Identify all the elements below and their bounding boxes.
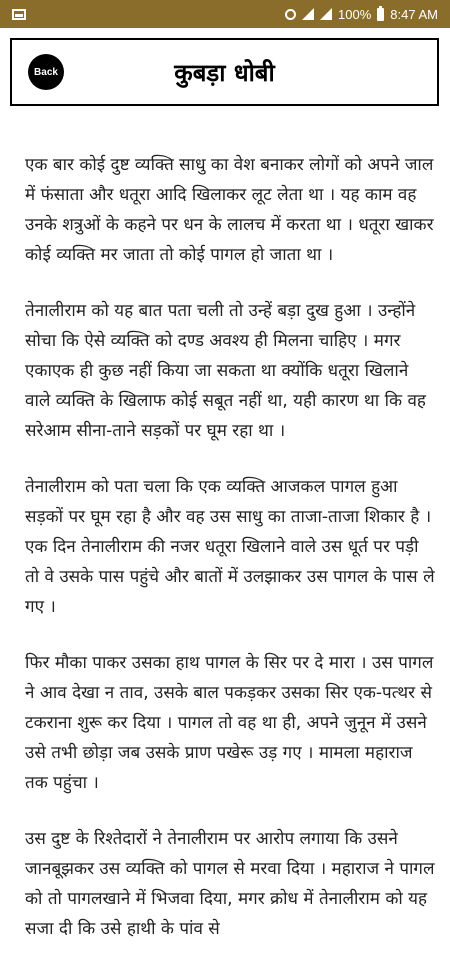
story-paragraph: फिर मौका पाकर उसका हाथ पागल के सिर पर दे मारा । उस पागल ने आव देखा न ताव, उसके बाल पकड़कर उसका सिर एक-पत्थर से टकराना शुरू कर दिया । पागल तो वह था ही, अपने जुनून में उसने उसे तभी छोड़ा जब उसके प्राण पखेरू उड़ गए । मामला महाराज तक पहुंचा । bbox=[25, 653, 434, 793]
story-paragraph: एक बार कोई दुष्ट व्यक्ति साधु का वेश बनाकर लोगों को अपने जाल में फंसाता और धतूरा आदि खिलाकर लूट लेता था । यह काम वह उनके शत्रुओं के कहने पर धन के लालच में करता था । धतूरा खाकर कोई व्यक्ति मर जाता तो कोई पागल हो जाता था । bbox=[25, 155, 434, 265]
battery-icon bbox=[377, 8, 384, 21]
page-title: कुबड़ा धोबी bbox=[174, 59, 275, 87]
notification-icon bbox=[12, 9, 26, 20]
status-time: 8:47 AM bbox=[390, 6, 438, 22]
page-header bbox=[10, 38, 439, 106]
status-bar bbox=[0, 0, 450, 28]
alarm-icon bbox=[285, 9, 296, 20]
signal-icon-2 bbox=[320, 8, 332, 20]
signal-icon bbox=[302, 8, 314, 20]
battery-percent: 100% bbox=[338, 6, 372, 22]
back-button[interactable]: Back bbox=[28, 54, 64, 90]
story-paragraph: तेनालीराम को यह बात पता चली तो उन्हें बड़ा दुख हुआ । उन्होंने सोचा कि ऐसे व्यक्ति को दण्ड अवश्य ही मिलना चाहिए । मगर एकाएक ही कुछ नहीं किया जा सकता था क्योंकि धतूरा खिलाने वाले व्यक्ति के खिलाफ कोई सबूत नहीं था, यही कारण था कि वह सरेआम सीना-ताने सड़कों पर घूम रहा था । bbox=[25, 301, 426, 441]
story-paragraph: उस दुष्ट के रिश्तेदारों ने तेनालीराम पर आरोप लगाया कि उसने जानबूझकर उस व्यक्ति को पागल से मरवा दिया । महाराज ने पागल को तो पागलखाने में भिजवा दिया, मगर क्रोध में तेनालीराम को यह सजा दी कि उसे हाथी के पांव से bbox=[25, 829, 435, 939]
story-paragraph: तेनालीराम को पता चला कि एक व्यक्ति आजकल पागल हुआ सड़कों पर घूम रहा है और वह उस साधु का ताजा-ताजा शिकार है । एक दिन तेनालीराम की नजर धतूरा खिलाने वाले उस धूर्त पर पड़ी तो वे उसके पास पहुंचे और बातों में उलझाकर उस पागल के पास ले गए । bbox=[25, 477, 435, 617]
story-content[interactable] bbox=[25, 150, 435, 970]
